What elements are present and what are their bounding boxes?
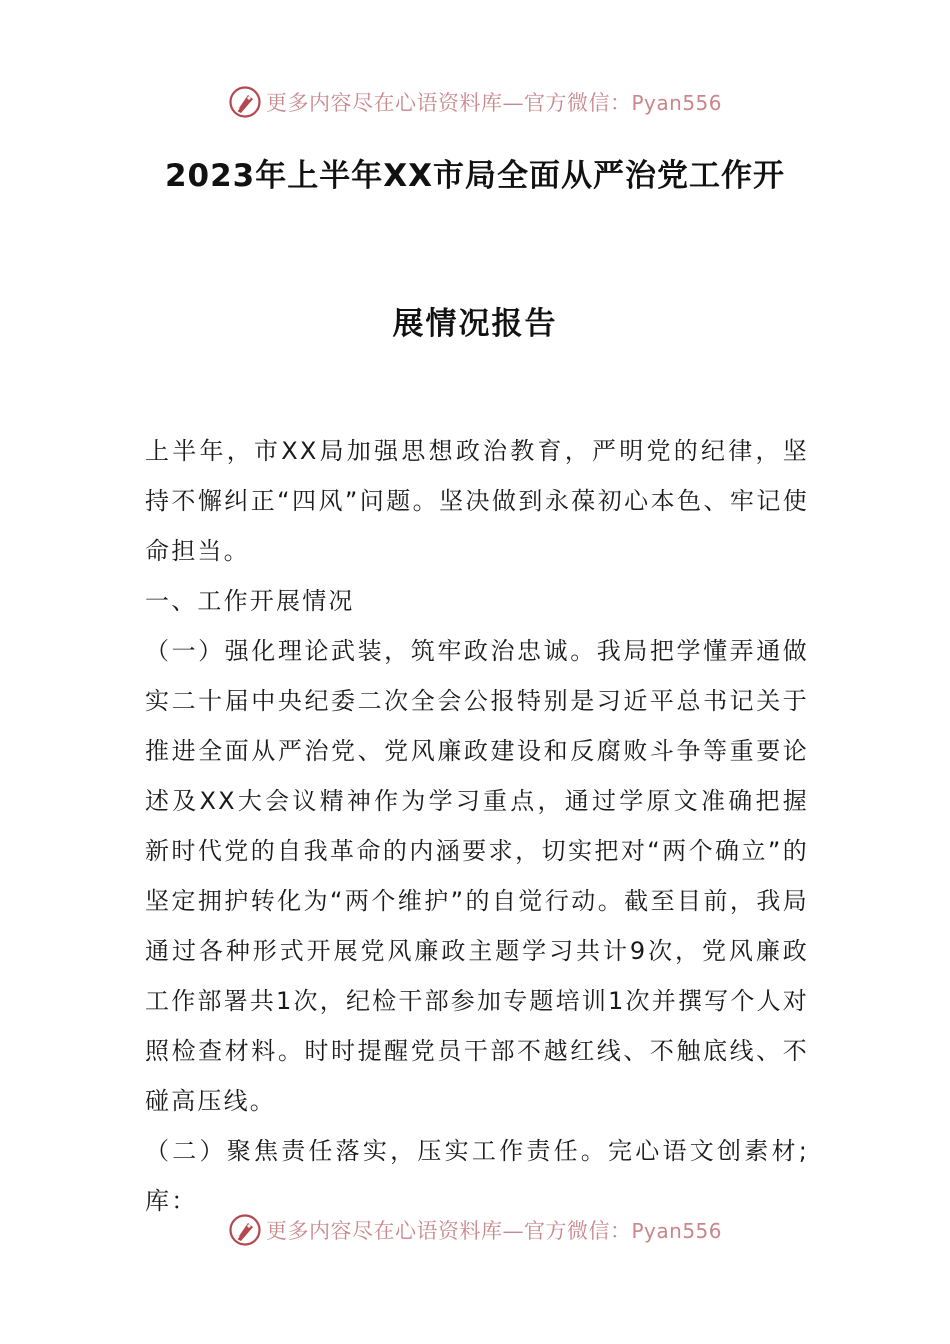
pen-nib-logo-icon <box>228 1213 262 1247</box>
section-heading: 一、工作开展情况 <box>145 587 355 615</box>
pen-nib-logo-icon <box>228 85 262 119</box>
document-body <box>145 426 809 1226</box>
paragraph-intro: 上半年，市XX局加强思想政治教育，严明党的纪律，坚持不懈纠正“四风”问题。坚决做到永葆初心本色、牢记使命担当。 <box>145 437 809 565</box>
paragraph-section-1: （一）强化理论武装，筑牢政治忠诚。我局把学懂弄通做实二十届中央纪委二次全会公报特别是习近平总书记关于推进全面从严治党、党风廉政建设和反腐败斗争等重要论述及XX大会议精神作为学习重点，通过学原文准确把握新时代党的自我革命的内涵要求，切实把对“两个确立”的坚定拥护转化为“两个维护”的自觉行动。截至目前，我局通过各种形式开展党风廉政主题学习共计9次，党风廉政工作部署共1次，纪检干部参加专题培训1次并撰写个人对照检查材料。时时提醒党员干部不越红线、不触底线、不碰高压线。 <box>145 637 809 1115</box>
watermark-footer <box>0 1210 950 1250</box>
watermark-handle: Pyan556 <box>631 91 722 115</box>
watermark-handle: Pyan556 <box>631 1219 722 1243</box>
watermark-header <box>0 82 950 122</box>
document-title-line-2: 展情况报告 <box>392 306 558 342</box>
document-title-line-1: 2023年上半年XX市局全面从严治党工作开 <box>164 158 786 194</box>
watermark-text: 更多内容尽在心语资料库—官方微信： <box>265 91 632 115</box>
watermark-text: 更多内容尽在心语资料库—官方微信： <box>265 1219 632 1243</box>
paragraph-section-2: （二）聚焦责任落实，压实工作责任。完心语文创素材;库： <box>145 1137 809 1215</box>
